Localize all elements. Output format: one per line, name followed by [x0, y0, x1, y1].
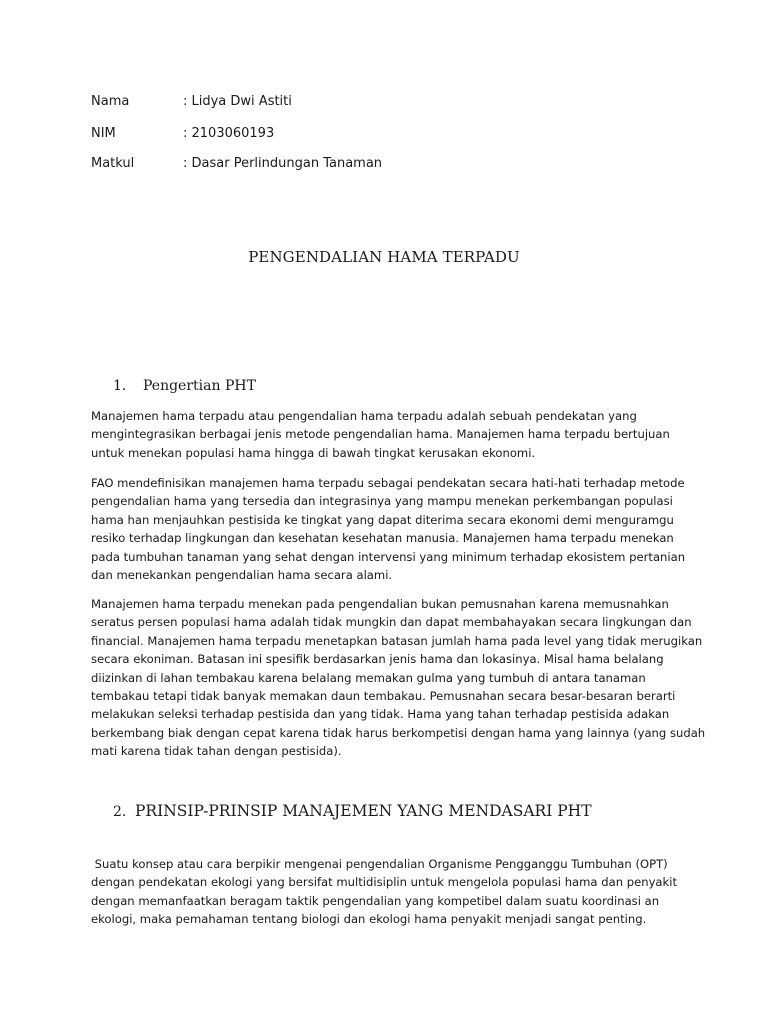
text-line: resiko terhadap lingkungan dan kesehatan kesehatan manusia. Manajemen hama terpadu menekan [91, 531, 674, 546]
text-line: ekologi, maka pemahaman tentang biologi dan ekologi hama penyakit menjadi sangat penting. [91, 912, 647, 927]
text-line: mengintegrasikan berbagai jenis metode pengendalian hama. Manajemen hama terpadu bertujuan [91, 427, 670, 442]
text-line: pada tumbuhan tanaman yang sehat dengan intervensi yang minimum terhadap ekosistem pertanian [91, 549, 686, 564]
text-line: seratus persen populasi hama adalah tidak mungkin dan dapat membahayakan secara lingkungan dan [91, 615, 692, 630]
paragraph-4 [91, 855, 681, 929]
field-label: Nama [91, 94, 130, 109]
text-line: diizinkan di lahan tembakau karena belalang memakan gulma yang tumbuh di antara tanaman [91, 670, 646, 685]
field-value: : Lidya Dwi Astiti [183, 94, 292, 109]
section-2-heading [113, 802, 592, 820]
section-title: PRINSIP-PRINSIP MANAJEMEN YANG MENDASARI PHT [135, 802, 592, 820]
text-line: mati karena tidak tahan dengan pestisida). [91, 744, 342, 759]
text-line: hama han menjauhkan pestisida ke tingkat yang dapat diterima secara ekonomi demi menguramgu [91, 512, 674, 527]
field-value: : Dasar Perlindungan Tanaman [183, 156, 383, 171]
field-label: Matkul [91, 156, 135, 171]
text-line: dan menekankan pengendalian hama secara alami. [91, 568, 393, 583]
text-line: secara ekoniman. Batasan ini spesifik berdasarkan jenis hama dan lokasinya. Misal hama belalang [91, 652, 664, 667]
section-title: Pengertian PHT [143, 378, 256, 394]
text-line: Manajemen hama terpadu atau pengendalian hama terpadu adalah sebuah pendekatan yang [91, 409, 637, 423]
text-line: Manajemen hama terpadu menekan pada pengendalian bukan pemusnahan karena memusnahkan [91, 597, 669, 611]
paragraph-2 [91, 474, 686, 584]
text-line: dengan memanfaatkan beragam taktik pengendalian yang kompetibel dalam suatu koordinasi an [91, 893, 660, 908]
field-nim [91, 125, 274, 143]
document-title: PENGENDALIAN HAMA TERPADU [248, 248, 520, 266]
text-line: tembakau tetapi tidak banyak memakan daun tembakau. Pemusnahan secara besar-besaran berarti [91, 689, 676, 704]
text-line: berkembang biak dengan cepat karena tidak harus berkompetisi dengan hama yang lainnya (yang sudah [91, 725, 706, 740]
field-nama [91, 93, 292, 111]
text-line: Suatu konsep atau cara berpikir mengenai pengendalian Organisme Pengganggu Tumbuhan (OPT) [91, 857, 668, 871]
field-matkul [91, 155, 382, 173]
paragraph-1 [91, 407, 681, 462]
text-line: financial. Manajemen hama terpadu menetapkan batasan jumlah hama pada level yang tidak merugikan [91, 633, 703, 648]
section-number: 2. [113, 804, 127, 820]
field-label: NIM [91, 126, 116, 141]
text-line: pengendalian hama yang tersedia dan integrasinya yang mampu menekan perkembangan populasi [91, 494, 673, 509]
paragraph-3 [91, 595, 706, 761]
field-value: : 2103060193 [183, 126, 275, 141]
text-line: dengan pendekatan ekologi yang bersifat multidisiplin untuk mengelola populasi hama dan penyakit [91, 875, 678, 890]
section-1-heading [113, 378, 256, 394]
text-line: untuk menekan populasi hama hingga di bawah tingkat kerusakan ekonomi. [91, 445, 536, 460]
text-line: melakukan seleksi terhadap pestisida dan yang tidak. Hama yang tahan terhadap pestisida adakan [91, 707, 670, 722]
section-number: 1. [113, 378, 127, 394]
text-line: FAO mendefinisikan manajemen hama terpadu sebagai pendekatan secara hati-hati terhadap metode [91, 476, 685, 490]
